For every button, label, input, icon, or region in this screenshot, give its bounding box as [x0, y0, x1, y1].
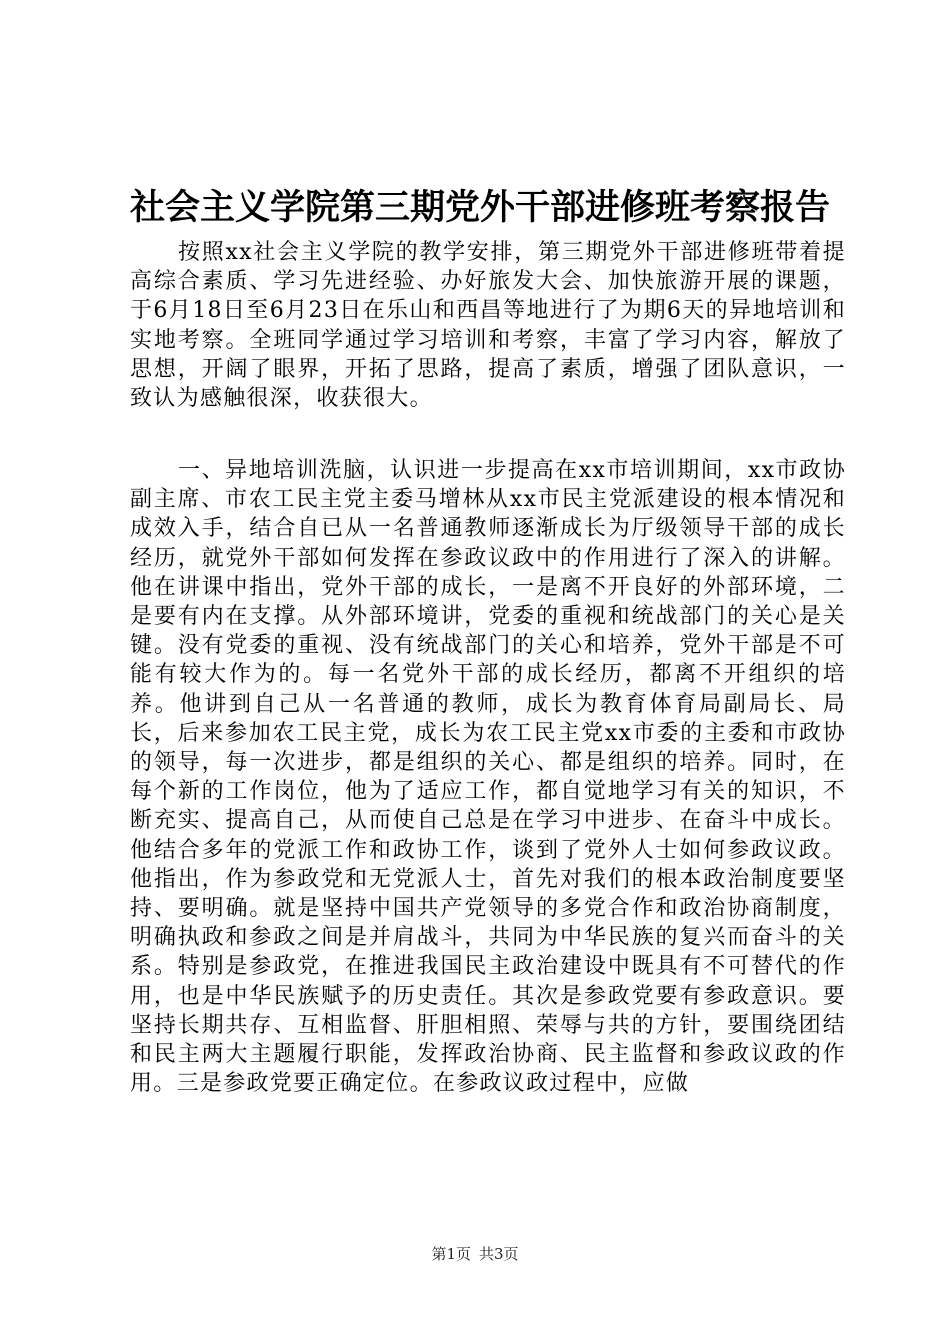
page-footer: [0, 1243, 950, 1265]
page-total: 共3页: [479, 1245, 519, 1263]
body-paragraph-section-one: 一、异地培训洗脑，认识进一步提高在xx市培训期间，xx市政协副主席、市农工民主党主委马增林从xx市民主党派建设的根本情况和成效入手，结合自已从一名普通教师逐渐成长为厅级领导干部的成长经历，就党外干部如何发挥在参政议政中的作用进行了深入的讲解。他在讲课中指出，党外干部的成长，一是离不开良好的外部环境，二是要有内在支撑。从外部环境讲，党委的重视和统战部门的关心是关键。没有党委的重视、没有统战部门的关心和培养，党外干部是不可能有较大作为的。每一名党外干部的成长经历，都离不开组织的培养。他讲到自己从一名普通的教师，成长为教育体育局副局长、局长，后来参加农工民主党，成长为农工民主党xx市委的主委和市政协的领导，每一次进步，都是组织的关心、都是组织的培养。同时，在每个新的工作岗位，他为了适应工作，都自觉地学习有关的知识，不断充实、提高自己，从而使自己总是在学习中进步、在奋斗中成长。他结合多年的党派工作和政协工作，谈到了党外人士如何参政议政。他指出，作为参政党和无党派人士，首先对我们的根本政治制度要坚持、要明确。就是坚持中国共产党领导的多党合作和政治协商制度，明确执政和参政之间是并肩战斗，共同为中华民族的复兴而奋斗的关系。特别是参政党，在推进我国民主政治建设中既具有不可替代的作用，也是中华民族赋予的历史责任。其次是参政党要有参政意识。要坚持长期共存、互相监督、肝胆相照、荣辱与共的方针，要围绕团结和民主两大主题履行职能，发挥政治协商、民主监督和参政议政的作用。三是参政党要正确定位。在参政议政过程中，应做: [130, 458, 846, 1097]
document-title: 社会主义学院第三期党外干部进修班考察报告: [129, 187, 830, 228]
body-paragraph-intro: 按照xx社会主义学院的教学安排，第三期党外干部进修班带着提高综合素质、学习先进经验、办好旅发大会、加快旅游开展的课题，于6月18日至6月23日在乐山和西昌等地进行了为期6天的异地培训和实地考察。全班同学通过学习培训和考察，丰富了学习内容，解放了思想，开阔了眼界，开拓了思路，提高了素质，增强了团队意识，一致认为感触很深，收获很大。: [130, 240, 846, 412]
page-number: 第1页: [431, 1245, 471, 1263]
